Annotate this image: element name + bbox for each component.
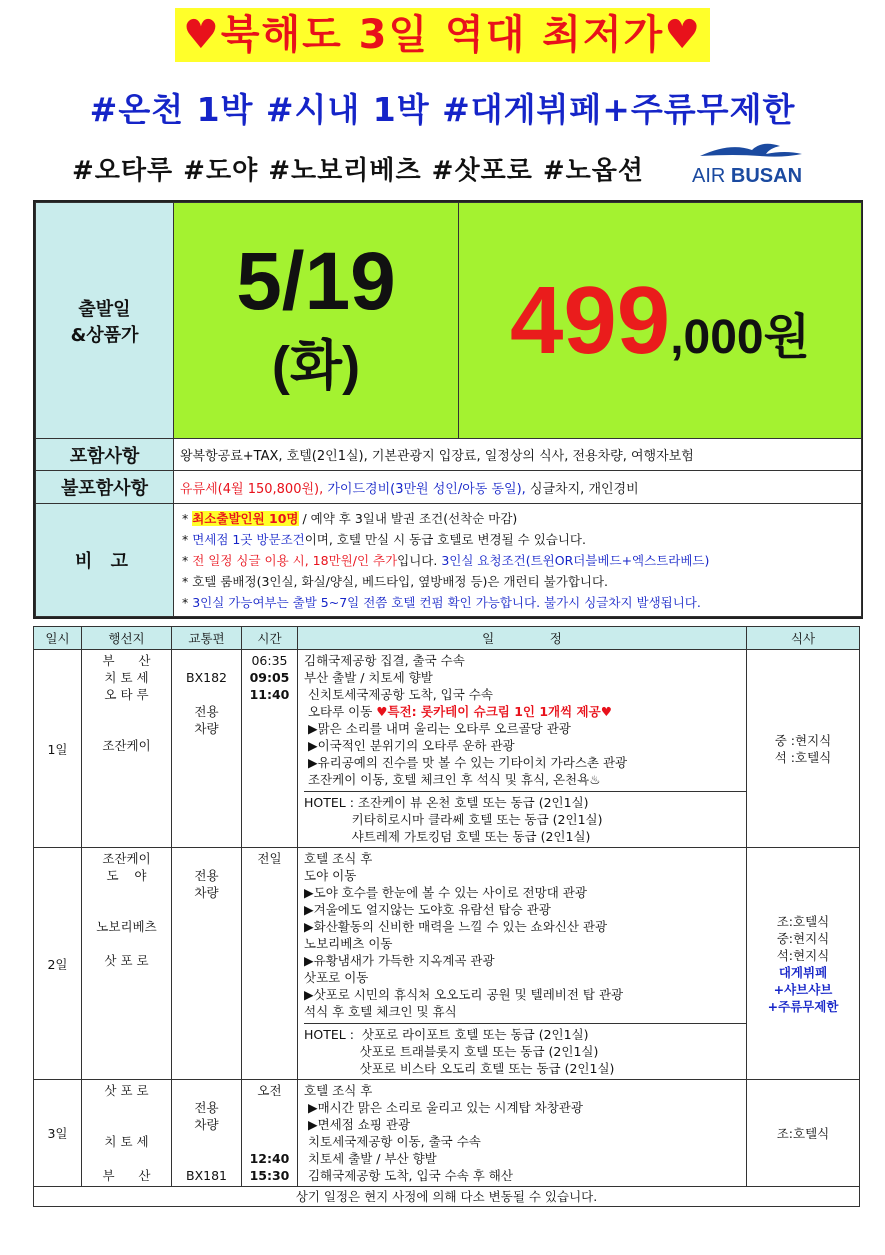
schedule-line: ▶면세점 쇼핑 관광 (304, 1117, 411, 1132)
price-cell (459, 203, 862, 439)
schedule-line: ▶맑은 소리를 내며 울리는 오타루 오르골당 관광 (304, 721, 571, 736)
flight-number: BX182 (186, 670, 227, 685)
header-place: 행선지 (82, 627, 172, 650)
place: 치 토 세 (104, 1134, 149, 1149)
note-1-text: / 예약 후 3일내 발권 조건(선착순 마감) (298, 510, 518, 526)
header-date: 일시 (34, 627, 82, 650)
hotel-line: 샤트레제 가토킹덤 호텔 또는 동급 (2인1실) (304, 829, 591, 844)
transport: 차량 (194, 885, 219, 900)
note-triple: 3인실 요청조건(트윈OR더블베드+엑스트라베드) (441, 552, 710, 568)
transport: 전용 (194, 704, 219, 719)
day-row (34, 848, 860, 1080)
price-main: 499 (510, 266, 671, 374)
note-4: * 호텔 룸배정(3인실, 화실/양실, 베드타입, 옆방배정 등)은 개런티 불가합니다. (182, 573, 609, 589)
note-1 (182, 508, 853, 529)
meal-special: +샤브샤브 (773, 981, 833, 997)
place: 오 타 루 (104, 687, 149, 702)
note-bullet: * (182, 510, 193, 526)
note-3-mid: 입니다. (397, 552, 442, 568)
time: 06:35 (251, 653, 288, 668)
day-label: 2일 (34, 848, 82, 1080)
transport-spacer (173, 850, 240, 867)
transport-cell (172, 1080, 242, 1187)
places-cell (82, 848, 172, 1080)
excluded-other: 싱글차지, 개인경비 (525, 481, 639, 497)
place: 노보리베츠 (96, 919, 157, 934)
price-label: &상품가 (70, 324, 139, 346)
time-spacer (243, 1116, 296, 1133)
schedule-line: ▶삿포로 시민의 휴식처 오오도리 공원 및 텔레비전 탑 관광 (304, 987, 624, 1002)
note-bullet: * (182, 531, 193, 547)
page-title (175, 8, 710, 62)
meal: 조:호텔식 (776, 913, 830, 929)
schedule-line: 노보리베츠 이동 (304, 936, 393, 951)
price-rest: ,000원 (670, 310, 810, 364)
place: 치 토 세 (104, 670, 149, 685)
meal: 조:호텔식 (776, 1125, 830, 1141)
title-text: 북해도 3일 역대 최저가 (220, 12, 665, 58)
time-cell (242, 848, 298, 1080)
hotel-line: HOTEL : 삿포로 라이포트 호텔 또는 동급 (2인1실) (304, 1027, 589, 1042)
time: 오전 (257, 1083, 282, 1098)
transport-spacer (173, 652, 240, 669)
note-bullet: * (182, 552, 193, 568)
meals-cell (747, 650, 860, 848)
day-row (34, 1080, 860, 1187)
hotel-list (304, 791, 746, 845)
airline-air: AIR (692, 165, 731, 187)
transport: 차량 (194, 721, 219, 736)
schedule-line: ▶유황냄새가 가득한 지옥계곡 관광 (304, 953, 495, 968)
place-spacer (83, 935, 170, 952)
schedule-line: ▶겨울에도 얼지않는 도야호 유람선 탑승 관광 (304, 902, 551, 917)
time: 11:40 (249, 687, 290, 702)
day-label: 1일 (34, 650, 82, 848)
place-spacer (83, 884, 170, 901)
schedule-line: 김해국제공항 집결, 출국 수속 (304, 653, 465, 668)
place-spacer (83, 1099, 170, 1116)
place: 도 야 (106, 868, 147, 883)
itinerary-footnote: 상기 일정은 현지 사정에 의해 다소 변동될 수 있습니다. (34, 1187, 860, 1207)
included-text: 왕복항공료+TAX, 호텔(2인1실), 기본관광지 입장료, 일정상의 식사, 전용차량, 여행자보험 (174, 439, 862, 471)
schedule-line: ▶이국적인 분위기의 오타루 운하 관광 (304, 738, 515, 753)
note-dutyfree: 면세점 1곳 방문조건 (192, 531, 305, 547)
transport-spacer (173, 1150, 240, 1167)
schedule-line: 부산 출발 / 치토세 향발 (304, 670, 433, 685)
heart-icon: ♥ (182, 12, 221, 58)
transport-spacer (173, 1133, 240, 1150)
transport-spacer (173, 686, 240, 703)
time-cell (242, 650, 298, 848)
transport: 전용 (194, 868, 219, 883)
note-2 (182, 529, 853, 550)
note-3 (182, 550, 853, 571)
airline-name (692, 165, 802, 188)
place-spacer (83, 1116, 170, 1133)
schedule-line: 신치토세국제공항 도착, 입국 수속 (304, 687, 493, 702)
destination-tags: #오타루 #도야 #노보리베츠 #삿포로 #노옵션 (72, 156, 644, 186)
meals-cell (747, 848, 860, 1080)
hotel-line: HOTEL : 조잔케이 뷰 온천 호텔 또는 동급 (2인1실) (304, 795, 589, 810)
time: 15:30 (249, 1168, 290, 1183)
meal: 중 :현지식 (774, 732, 832, 748)
schedule-line: 치토세국제공항 이동, 출국 수속 (304, 1134, 481, 1149)
meal-special: 대게뷔페 (778, 964, 828, 980)
hotel-line: 키타히로시마 클라쎄 호텔 또는 동급 (2인1실) (304, 812, 603, 827)
schedule-cell (298, 848, 747, 1080)
place: 삿 포 로 (104, 953, 149, 968)
time-spacer (243, 1133, 296, 1150)
hotel-line: 삿포로 비스타 오도리 호텔 또는 동급 (2인1실) (304, 1061, 615, 1076)
time: 09:05 (249, 670, 290, 685)
place-spacer (83, 901, 170, 918)
note-bullet: * (182, 594, 193, 610)
header-transport: 교통편 (172, 627, 242, 650)
transport: 차량 (194, 1117, 219, 1132)
time: 12:40 (249, 1151, 290, 1166)
note-triple-confirm: 3인실 가능여부는 출발 5~7일 전쯤 호텔 컨펌 확인 가능합니다. 불가시 싱글차지 발생됩니다. (192, 594, 701, 610)
header-time: 시간 (242, 627, 298, 650)
note-min-people: 최소출발인원 10명 (192, 510, 299, 526)
place-spacer (83, 703, 170, 720)
excluded-text (174, 471, 862, 504)
time: 전일 (257, 851, 282, 866)
excluded-fuel: 유류세(4월 150,800원), (180, 481, 324, 497)
schedule-line: 삿포로 이동 (304, 970, 369, 985)
schedule-line: 치토세 출발 / 부산 향발 (304, 1151, 437, 1166)
header-schedule: 일 정 (298, 627, 747, 650)
meal: 석:현지식 (776, 947, 830, 963)
place: 조잔케이 (102, 851, 151, 866)
product-info-box (33, 200, 863, 619)
departure-day: (화) (271, 336, 361, 396)
itinerary-table (33, 626, 859, 1207)
note-single: 전 일정 싱글 이용 시, 18만원/인 추가 (192, 552, 398, 568)
meal: 중:현지식 (776, 930, 830, 946)
flight-number: BX181 (186, 1168, 227, 1183)
header-meals: 식사 (747, 627, 860, 650)
note-5 (182, 592, 853, 613)
schedule-line: ▶유리공예의 진수를 맛 볼 수 있는 기타이치 가라스촌 관광 (304, 755, 628, 770)
schedule-text: 오타루 이동 (304, 704, 377, 719)
schedule-line: 석식 후 호텔 체크인 및 휴식 (304, 1004, 457, 1019)
meal-special: +주류무제한 (767, 998, 839, 1014)
schedule-cell (298, 1080, 747, 1187)
included-label: 포함사항 (36, 439, 174, 471)
heart-icon: ♥ (664, 12, 703, 58)
place-spacer (83, 1150, 170, 1167)
places-cell (82, 1080, 172, 1187)
schedule-line: ▶매시간 맑은 소리로 울리고 있는 시계탑 차창관광 (304, 1100, 583, 1115)
meal: 석 :호텔식 (774, 749, 832, 765)
transport-cell (172, 650, 242, 848)
schedule-line: 호텔 조식 후 (304, 1083, 373, 1098)
places-cell (82, 650, 172, 848)
departure-label-cell (36, 203, 174, 439)
transport-spacer (173, 1082, 240, 1099)
transport-cell (172, 848, 242, 1080)
subtitle: #온천 1박 #시내 1박 #대게뷔페+주류무제한 (89, 90, 796, 129)
notes-cell (174, 504, 862, 617)
schedule-cell (298, 650, 747, 848)
place: 부 산 (102, 653, 151, 668)
departure-date: 5/19 (236, 236, 396, 327)
time-cell (242, 1080, 298, 1187)
title-banner (0, 8, 885, 62)
schedule-line: 김해국제공항 도착, 입국 수속 후 해산 (304, 1168, 513, 1183)
departure-date-cell (174, 203, 459, 439)
airline-busan: BUSAN (730, 165, 803, 187)
place-spacer (83, 720, 170, 737)
time-spacer (243, 1099, 296, 1116)
meals-cell (747, 1080, 860, 1187)
schedule-line: 도야 이동 (304, 868, 357, 883)
schedule-line: ▶화산활동의 신비한 매력을 느낄 수 있는 쇼와신산 관광 (304, 919, 608, 934)
hotel-line: 삿포로 트래블롯지 호텔 또는 동급 (2인1실) (304, 1044, 599, 1059)
notes-label: 비 고 (36, 504, 174, 617)
place: 삿 포 로 (104, 1083, 149, 1098)
place: 부 산 (102, 1168, 151, 1183)
note-2-text: 이며, 호텔 만실 시 동급 호텔로 변경될 수 있습니다. (304, 531, 586, 547)
special-offer: ♥특전: 롯카테이 슈크림 1인 1개씩 제공♥ (376, 704, 612, 719)
schedule-line: ▶도야 호수를 한눈에 볼 수 있는 사이로 전망대 관광 (304, 885, 587, 900)
transport: 전용 (194, 1100, 219, 1115)
excluded-guide: 가이드경비(3만원 성인/아동 동일), (323, 481, 526, 497)
excluded-label: 불포함사항 (36, 471, 174, 504)
hotel-list (304, 1023, 746, 1077)
schedule-line: 조잔케이 이동, 호텔 체크인 후 석식 및 휴식, 온천욕♨ (304, 772, 601, 787)
day-row (34, 650, 860, 848)
schedule-line: 호텔 조식 후 (304, 851, 373, 866)
schedule-line (304, 703, 746, 720)
departure-label: 출발일 (78, 298, 131, 320)
place: 조잔케이 (102, 738, 151, 753)
day-label: 3일 (34, 1080, 82, 1187)
